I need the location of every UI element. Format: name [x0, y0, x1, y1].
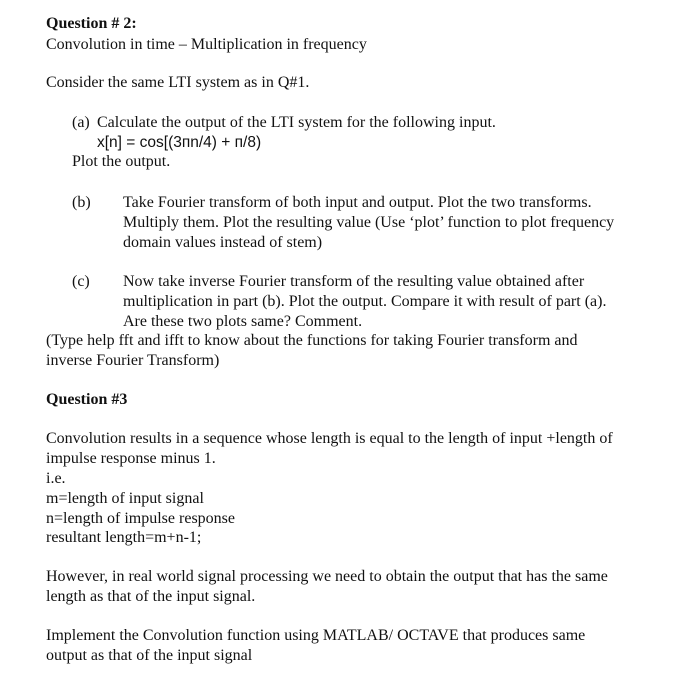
question-2-title: Question # 2: — [46, 15, 137, 32]
part-c-line: Now take inverse Fourier transform of the resulting value obtained after — [123, 273, 585, 290]
q3-paragraph-2-line: length as that of the input signal. — [46, 588, 256, 605]
q3-ie: i.e. — [46, 470, 66, 487]
question-2-subtitle: Convolution in time – Multiplication in frequency — [46, 36, 367, 53]
q3-definition: m=length of input signal — [46, 490, 204, 507]
help-note-line: (Type help fft and ifft to know about the functions for taking Fourier transform and — [46, 332, 578, 349]
question-3-title: Question #3 — [46, 391, 128, 408]
q3-paragraph-2-line: However, in real world signal processing we need to obtain the output that has the same — [46, 568, 608, 585]
part-b-marker: (b) — [72, 194, 91, 211]
q3-paragraph-3-line: Implement the Convolution function using MATLAB/ OCTAVE that produces same — [46, 627, 586, 644]
q3-paragraph-1-line: Convolution results in a sequence whose length is equal to the length of input +length of — [46, 430, 613, 447]
q3-paragraph-1-line: impulse response minus 1. — [46, 450, 216, 467]
part-c-line: multiplication in part (b). Plot the output. Compare it with result of part (a). — [123, 293, 607, 310]
q3-definition: resultant length=m+n-1; — [46, 529, 202, 546]
question-2-intro: Consider the same LTI system as in Q#1. — [46, 74, 310, 91]
part-b-line: Take Fourier transform of both input and output. Plot the two transforms. — [123, 194, 592, 211]
help-note-line: inverse Fourier Transform) — [46, 352, 220, 369]
part-a-plot-instruction: Plot the output. — [72, 153, 171, 170]
q3-definition: n=length of impulse response — [46, 510, 235, 527]
q3-paragraph-3-line: output as that of the input signal — [46, 647, 253, 664]
part-c-line: Are these two plots same? Comment. — [123, 313, 363, 330]
part-b-line: domain values instead of stem) — [123, 234, 323, 251]
part-b-line: Multiply them. Plot the resulting value (Use ‘plot’ function to plot frequency — [123, 214, 615, 231]
part-a-marker: (a) — [72, 114, 90, 131]
part-a-formula: x[n] = cos[(3пn/4) + п/8) — [97, 134, 262, 151]
part-a-text: Calculate the output of the LTI system for the following input. — [97, 114, 496, 131]
part-c-marker: (c) — [72, 273, 90, 290]
